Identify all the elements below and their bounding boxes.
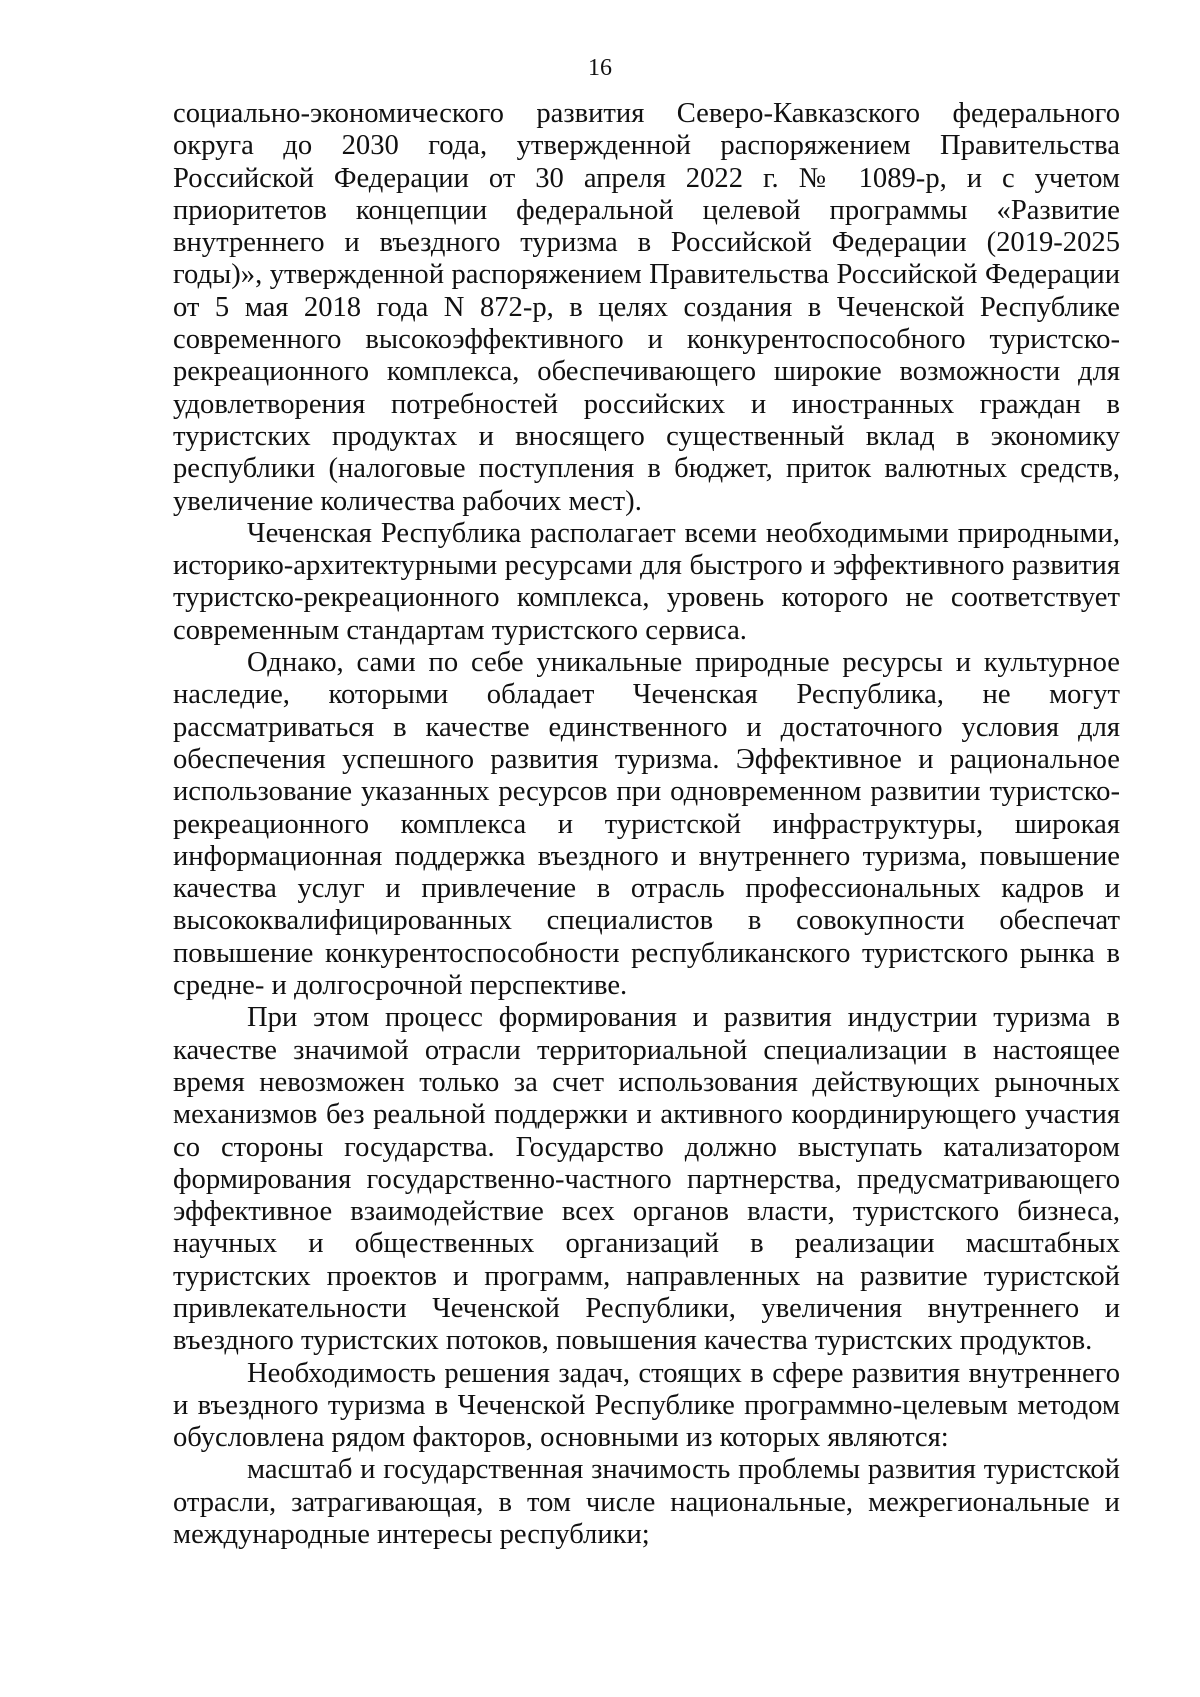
- paragraph-resources: Чеченская Республика располагает всеми необходимыми природными, историко-архитектурными ресурсами для быстрого и эффективного развития туристско-рекреационного комплекса, уровень которого не соответствует современным стандартам туристского сервиса.: [173, 517, 1120, 646]
- paragraph-continuation: социально-экономического развития Северо-Кавказского федерального округа до 2030 года, утвержденной распоряжением Правительства Российской Федерации от 30 апреля 2022 г. № 1089-р, и с учетом приоритетов концепции федеральной целевой программы «Развитие внутреннего и въездного туризма в Российской Федерации (2019-2025 годы)», утвержденной распоряжением Правительства Российской Федерации от 5 мая 2018 года N 872-р, в целях создания в Чеченской Республике современного высокоэффективного и конкурентоспособного туристско-рекреационного комплекса, обеспечивающего широкие возможности для удовлетворения потребностей российских и иностранных граждан в туристских продуктах и вносящего существенный вклад в экономику республики (налоговые поступления в бюджет, приток валютных средств, увеличение количества рабочих мест).: [173, 98, 1120, 517]
- paragraph-development-conditions: Однако, сами по себе уникальные природные ресурсы и культурное наследие, которыми обладает Чеченская Республика, не могут рассматриваться в качестве единственного и достаточного условия для обеспечения успешного развития туризма. Эффективное и рациональное использование указанных ресурсов при одновременном развитии туристско-рекреационного комплекса и туристской инфраструктуры, широкая информационная поддержка въездного и внутреннего туризма, повышение качества услуг и привлечение в отрасль профессиональных кадров и высококвалифицированных специалистов в совокупности обеспечат повышение конкурентоспособности республиканского туристского рынка в средне- и долгосрочной перспективе.: [173, 647, 1120, 1002]
- page-number: 16: [588, 55, 612, 81]
- paragraph-scale-importance: масштаб и государственная значимость проблемы развития туристской отрасли, затрагивающая, в том числе национальные, межрегиональные и международные интересы республики;: [173, 1454, 1120, 1551]
- document-body: [173, 98, 1120, 1551]
- paragraph-state-support: При этом процесс формирования и развития индустрии туризма в качестве значимой отрасли территориальной специализации в настоящее время невозможен только за счет использования действующих рыночных механизмов без реальной поддержки и активного координирующего участия со стороны государства. Государство должно выступать катализатором формирования государственно-частного партнерства, предусматривающего эффективное взаимодействие всех органов власти, туристского бизнеса, научных и общественных организаций в реализации масштабных туристских проектов и программ, направленных на развитие туристской привлекательности Чеченской Республики, увеличения внутреннего и въездного туристских потоков, повышения качества туристских продуктов.: [173, 1002, 1120, 1357]
- paragraph-program-method: Необходимость решения задач, стоящих в сфере развития внутреннего и въездного туризма в Чеченской Республике программно-целевым методом обусловлена рядом факторов, основными из которых являются:: [173, 1357, 1120, 1454]
